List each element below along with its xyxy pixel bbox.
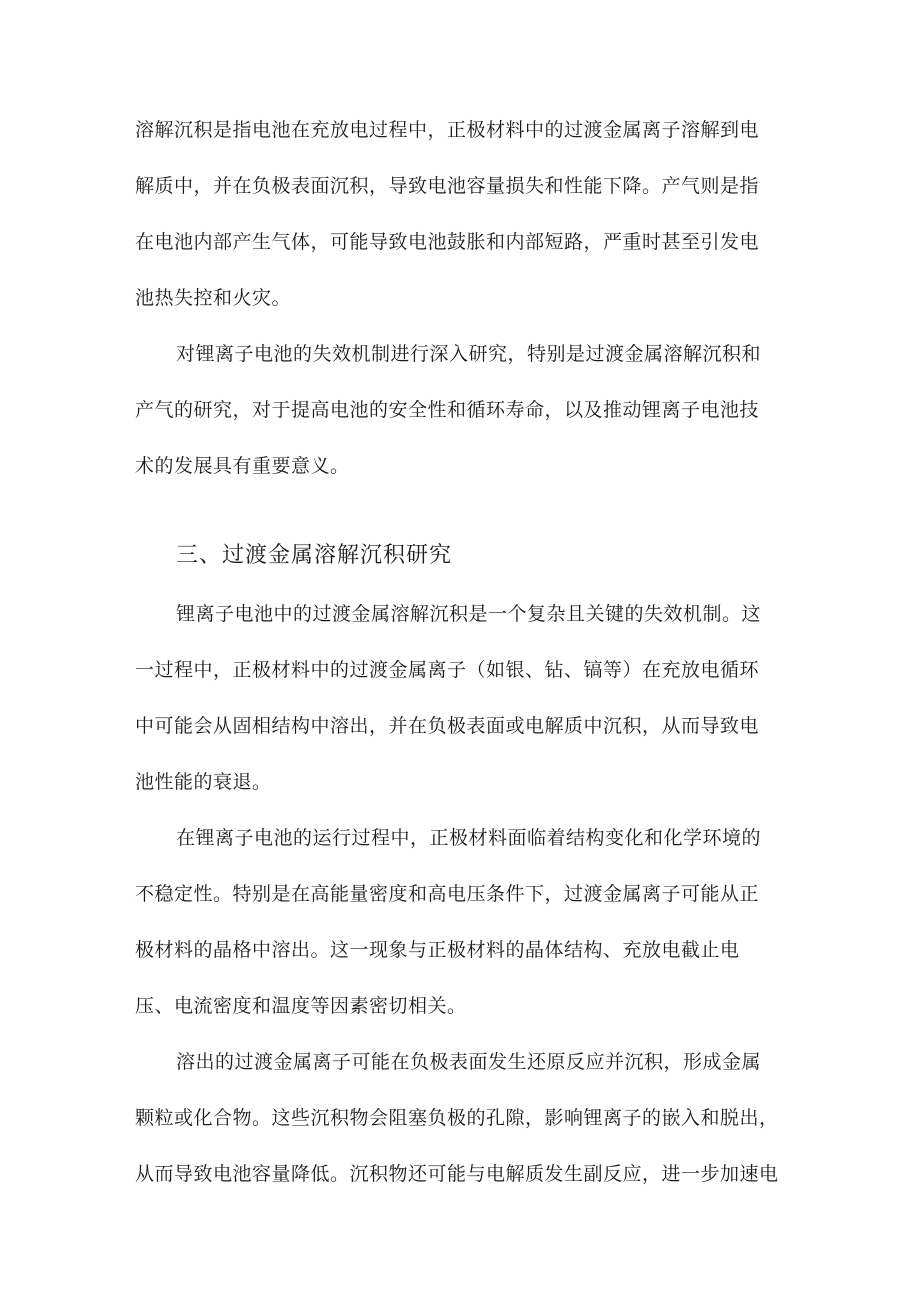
section-paragraph-3-line-2: 颗粒或化合物。这些沉积物会阻塞负极的孔隙，影响锂离子的嵌入和脱出，: [135, 1107, 779, 1129]
section-paragraph-2-line-3: 极材料的晶格中溶出。这一现象与正极材料的晶体结构、充放电截止电: [135, 939, 740, 961]
paragraph-2-line-1: 对锂离子电池的失效机制进行深入研究，特别是过渡金属溶解沉积和: [176, 343, 762, 365]
paragraph-1-line-1: 溶解沉积是指电池在充放电过程中，正极材料中的过渡金属离子溶解到电: [135, 119, 760, 141]
paragraph-2-line-2: 产气的研究，对于提高电池的安全性和循环寿命，以及推动锂离子电池技: [135, 399, 760, 421]
section-paragraph-3-line-1: 溶出的过渡金属离子可能在负极表面发生还原反应并沉积，形成金属: [176, 1051, 762, 1073]
section-paragraph-1-line-3: 中可能会从固相结构中溶出，并在负极表面或电解质中沉积，从而导致电: [135, 715, 760, 737]
paragraph-1-line-3: 在电池内部产生气体，可能导致电池鼓胀和内部短路，严重时甚至引发电: [135, 231, 760, 253]
section-paragraph-2-line-4: 压、电流密度和温度等因素密切相关。: [135, 995, 467, 1017]
section-paragraph-1-line-4: 池性能的衰退。: [135, 771, 272, 793]
section-heading: 三、过渡金属溶解沉积研究: [176, 543, 453, 568]
section-paragraph-2-line-2: 不稳定性。特别是在高能量密度和高电压条件下，过渡金属离子可能从正: [135, 883, 760, 905]
section-paragraph-3-line-3: 从而导致电池容量降低。沉积物还可能与电解质发生副反应，进一步加速电: [135, 1163, 779, 1185]
section-paragraph-2-line-1: 在锂离子电池的运行过程中，正极材料面临着结构变化和化学环境的: [176, 827, 762, 849]
paragraph-1-line-2: 解质中，并在负极表面沉积，导致电池容量损失和性能下降。产气则是指: [135, 175, 760, 197]
section-paragraph-1-line-2: 一过程中，正极材料中的过渡金属离子（如银、钻、镐等）在充放电循环: [135, 659, 760, 681]
section-paragraph-1-line-1: 锂离子电池中的过渡金属溶解沉积是一个复杂且关键的失效机制。这: [176, 603, 762, 625]
paragraph-1-line-4: 池热失控和火灾。: [135, 287, 292, 309]
paragraph-2-line-3: 术的发展具有重要意义。: [135, 455, 350, 477]
